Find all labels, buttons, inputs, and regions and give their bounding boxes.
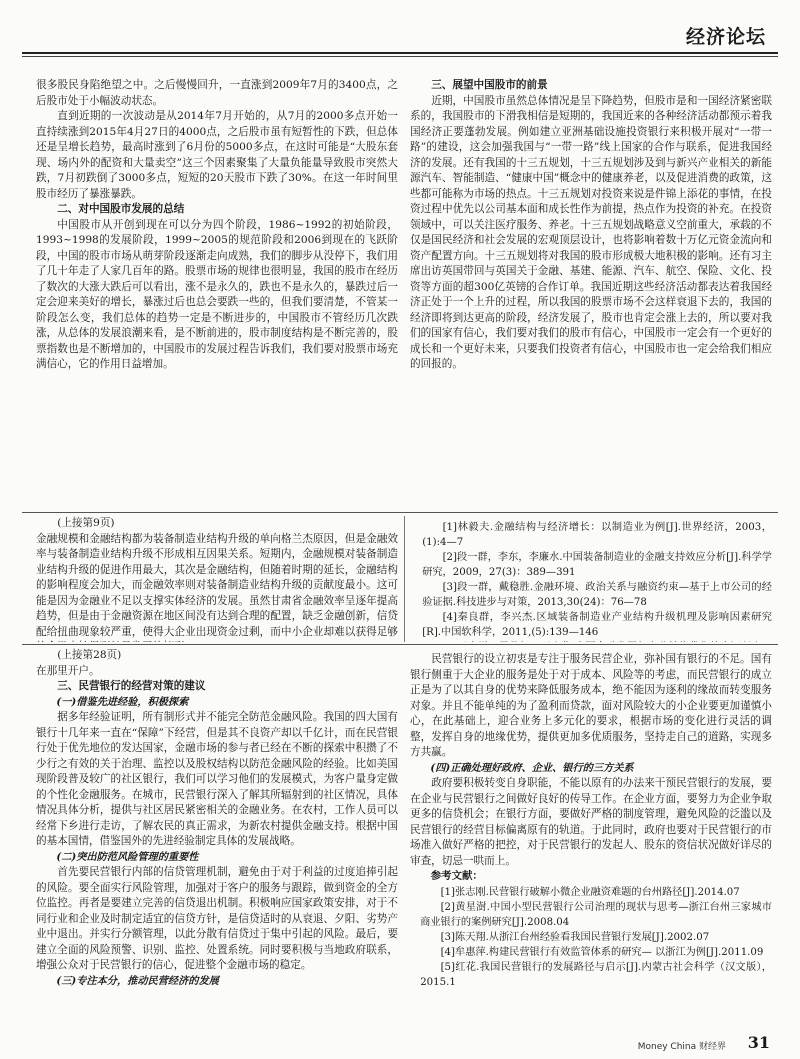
top-right-column [410,78,772,512]
middle-references [412,520,772,642]
paragraph: 直到近期的一次波动是从2014年7月开始的，从7月的2000多点开始一直持续涨到2015年4月27日的4000点，之后股市虽有短暂性的下跌，但总体还是呈增长趋势，最高时涨到了6月份的5000多点，在这时可能是“大股东套现、场内外的配资和大量卖空”这三个因素聚集了大量负能量导致股市突然大跌，7月初跌倒了3000多点，短短的20天股市下跌了30%。在这一年时间里股市经历了暴涨暴跌。 [36,110,398,200]
paragraph: 很多股民身陷绝望之中。之后慢慢回升，一直涨到2009年7月的3400点，之后股市处于小幅波动状态。 [36,79,398,107]
subsection-heading: (三)专注本分，推动民营经济的发展 [56,974,219,987]
page-header [0,0,800,62]
reference-item: [5]红花.我国民营银行的发展路径与启示[J].内蒙古社会科学（汉文版），2015.1 [420,961,772,988]
reference-item: [3]段一群，戴稳胜.金融环境、政治关系与融资约束—基于上市公司的经验证据.科技进步与对策，2013,30(24)：76—78 [422,582,772,608]
subsection-heading: (四)正确处理好政府、企业、银行的三方关系 [430,761,634,774]
section-heading: 三、民营银行的经营对策的建议 [57,680,206,692]
bottom-right-column [410,652,772,1020]
section-title: 经济论坛 [685,26,766,48]
reference-item: [2]段一群，李东，李廉水.中国装备制造业的金融支持效应分析[J].科学学研究，2009，27(3)：389—391 [422,552,772,578]
paragraph: 在那里开户。 [36,664,100,677]
reference-item: [4]牟惠萍.构建民营银行有效监管体系的研究— 以浙江为例[J].2011.09 [440,946,764,958]
column-divider [404,516,405,642]
magazine-brand: Money China 财经界 [637,1042,726,1052]
continued-label: (上接第28页) [57,649,122,661]
paragraph: 民营银行的设立初衷是专注于服务民营企业，弥补国有银行的不足。国有银行侧重于大企业的服务是处于对于成本、风险等的考虑，而民营银行的成立正是为了以其自身的优势来降低服务成本，绝不能因为逐利的缘故而转变服务对象。并且不能单纯的为了盈利而贷款，面对风险较大的小企业要更加谨慎小心，在此基础上，迎合业务上多元化的要求，根据市场的变化进行灵活的调整，发挥自身的地缘优势，提供更加多优质服务，坚持走自己的道路，实现多方共赢。 [410,653,772,758]
reference-item: [1]林毅夫.金融结构与经济增长：以制造业为例[J].世界经济，2003，(1):4—7 [422,522,772,548]
header-rule [22,52,778,54]
reference-item: [2]黄星澍.中国小型民营银行公司治理的现状与思考—浙江台州三家城市商业银行的案例研究[J].2008.04 [420,901,772,928]
section-divider [22,512,778,513]
references-heading: 参考文献： [430,870,483,882]
page-number: 31 [747,1033,770,1052]
continued-label: (上接第9页) [57,517,115,529]
header-rule-thin [22,56,778,57]
reference-item: [3]陈天翔.从浙江台州经验看我国民营银行发展[J].2002.07 [440,931,710,943]
paragraph: 首先要民营银行内部的信贷管理机制，避免由于对于利益的过度追捧引起的风险。要全面实行风险管理，加强对于客户的服务与跟踪，做到资金的全方位监控。再者是要建立完善的信贷退出机制。积极响应国家政策安排，对于不同行业和企业及时制定适宜的信贷方针，是信贷适时的从衰退、夕阳、劣势产业中退出。并实行分额管理，以此分散有信贷过于集中引起的风险。最后，要建立全面的风险预警、识别、监控、处置系统。同时要积极与当地政府联系，增强公众对于民营银行的信心，促进整个金融市场的稳定。 [36,866,398,971]
paragraph: 金融规模和金融结构都为装备制造业结构升级的单向格兰杰原因，但是金融效率与装备制造业结构升级不形成相互因果关系。短期内，金融规模对装备制造业结构升级的促进作用最大，其次是金融结构，但随着时期的延长，金融结构的影响程度会加大，而金融效率则对装备制造业结构升级的贡献度最小。这可能是因为金融业不足以支撑实体经济的发展。虽然甘肃省金融效率呈逐年提高趋势，但是由于金融资源在地区间没有达到合理的配置，缺乏金融创新，信贷配给扭曲现象较严重，使得大企业出现资金过剩，而中小企业却难以获得足够 [36,532,398,638]
section-heading: 三、展望中国股市的前景 [431,79,548,91]
section-divider [22,644,778,645]
paragraph: 政府要积极转变自身职能，不能以原有的办法来干预民营银行的发展，要在企业与民营银行之间做好良好的传导工作。在企业方面，要努力为企业争取更多的信贷机会；在银行方面，要做好严格的制度管理，避免风险的泛滥以及民营银行的经营目标偏离原有的轨道。于此同时，政府也要对于民营银行的市场准入做好严格的把控，对于民营银行的发起人、股东的资信状况做好详尽的审查，切忌一哄而上。 [410,777,772,867]
reference-item [412,640,772,642]
page-footer [0,1024,800,1059]
paragraph: 中国股市从开创到现在可以分为四个阶段，1986~1992的初始阶段，1993~1998的发展阶段，1999~2005的规范阶段和2006到现在的飞跃阶段，中国的股市市场从萌芽阶段逐渐走向成熟，我们的脚步从没停下，我们用了几十年走了人家几百年的路。股票市场的规律也很明显，我国的股市在经历了数次的大涨大跌后可以看出，涨不是永久的，跌也不是永久的，暴跌过后一定会迎来美好的增长，暴涨过后也总会要跌一些的，但我们要清楚，不管某一阶段怎么变，我们总体的趋势一定是不断进步的，中国股市不管经历几次跌涨，从总体的发展浪潮来看，是不断前进的，股市制度结构是不断完善的，股票指数也是不断增加的，中国股市的发展过程告诉我们，我们要对股票市场充满信心，它的作用日益增加。 [36,218,398,370]
section-heading: 二、对中国股市发展的总结 [57,203,185,215]
top-left-column [36,78,398,512]
paragraph: 据多年经验证明，所有制形式并不能完全防范金融风险。我国的四大国有银行十几年来一直在“保障”下经营，但是其不良资产却以千亿计，而在民营银行处于优先地位的发达国家，金融市场的参与者已经在不断的探索中积攒了不少行之有效的关于治理、监控以及股权结构以防范金融风险的经验。比如美国现阶段普及较广的社区银行，我们可以学习他们的发展模式，为客户量身定做的个性化金融服务。在城市，民营银行深入了解其所辐射到的社区情况，具体情况具体分析，提供与社区居民紧密相关的金融业务。在农村，工作人员可以经常下乡进行走访，了解农民的真正需求，为新农村提供金融支持。根据中国的基本国情，借鉴国外的先进经验制定具体的发展战略。 [36,711,398,847]
reference-item: [4]秦良群，李兴杰.区域装备制造业产业结构升级机理及影响因素研究[R].中国软科学，2011,(5):139—146 [422,612,772,638]
subsection-heading: (一)借鉴先进经验，积极探索 [56,695,189,708]
subsection-heading: (二)突出防范风险管理的重要性 [56,850,199,863]
reference-item: [1]张志刚.民营银行破解小微企业融资难题的台州路径[J].2014.07 [440,886,740,898]
paragraph: 近期，中国股市虽然总体情况是呈下降趋势，但股市是和一国经济紧密联系的，我国股市的下滑我相信是短期的，我国近来的各种经济活动都预示着我国经济正要蓬勃发展。例如建立亚洲基础设施投资银行来积极开展对“一带一路”的建设，这会加强我国与“一带一路”线上国家的合作与联系，促进我国经济的发展。还有我国的十三五规划，十三五规划涉及到与新兴产业相关的新能源汽车、智能制造、“健康中国”概念中的健康养老，以及促进消费的政策，这些都可能称为市场的热点。十三五规划对投资来说是件锦上添花的事情，在投资过程中优先以公司基本面和成长性作为前提，热点作为投资的补充。在投资领域中，可以关注医疗服务、养老。十三五规划战略意义空前重大，承载的不仅是国民经济和社会发展的宏观顶层设计，也将影响着数十万亿元资金流向和资产配置方向。十三五规划将对我国的股市形成极大地积极的影响。还有习主席出访英国带回与英国关于金融、基建、能源、汽车、航空、保险、文化、投资等方面的超300亿英镑的合作订单。我国近期这些经济活动都表达着我国经济正处于一个上升的过程，所以我国的股票市场不会这样衰退下去的，我国的经济即将到达更高的阶段，经济发展了，股市也肯定会涨上去的，所以要对我们的国家有信心，我们要对我们的股市有信心，中国股市一定会有一个更好的成长和一个更好未来，只要我们投资者有信心，中国股市也一定会给我们相应的回报的。 [410,94,772,370]
middle-left-column [36,516,398,642]
bottom-left-column [36,648,398,1020]
